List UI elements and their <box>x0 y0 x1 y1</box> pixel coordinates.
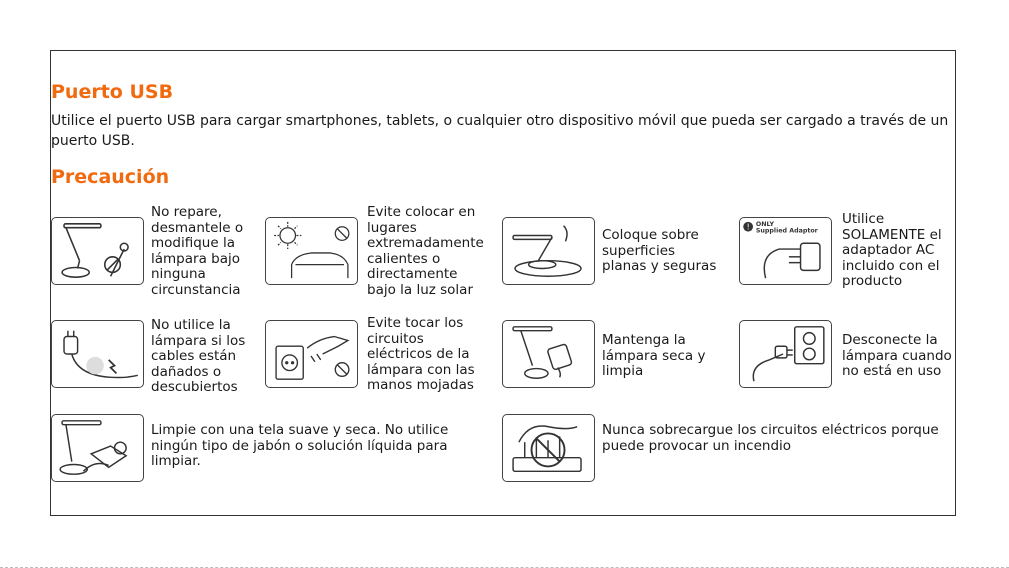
lamp-flat-surface-icon <box>502 217 595 285</box>
sun-car-icon <box>265 217 358 285</box>
svg-text:Supplied Adaptor: Supplied Adaptor <box>755 227 818 235</box>
caution-text-no-repair: No repare, desmantele o modifique la lámpara bajo ninguna circunstancia <box>151 204 244 298</box>
svg-text:ONLY: ONLY <box>755 220 775 228</box>
caution-text-flat-surface: Coloque sobre superficies planas y seguras <box>602 227 717 275</box>
damaged-cable-icon <box>51 320 144 388</box>
svg-text:!: ! <box>746 222 750 232</box>
caution-text-damaged-cables: No utilice la lámpara si los cables están dañados o descubiertos <box>151 317 246 396</box>
caution-text-cleaning: Limpie con una tela suave y seca. No utilice ningún tipo de jabón o solución líquida para limpiar. <box>151 422 449 470</box>
caution-text-overload: Nunca sobrecargue los circuitos eléctricos porque puede provocar un incendio <box>602 422 939 454</box>
lamp-cleaning-icon <box>51 414 144 482</box>
lamp-water-icon <box>502 320 595 388</box>
unplug-icon <box>739 320 832 388</box>
usb-description: Utilice el puerto USB para cargar smartphones, tablets, o cualquier otro dispositivo móvil que pueda ser cargado a través de un puerto USB. <box>51 113 949 149</box>
caution-text-wet-hands: Evite tocar los circuitos eléctricos de la lámpara con las manos mojadas <box>367 315 475 394</box>
overloaded-socket-icon <box>502 414 595 482</box>
wet-hands-outlet-icon <box>265 320 358 388</box>
lamp-repair-icon <box>51 217 144 285</box>
caution-text-unplug: Desconecte la lámpara cuando no está en uso <box>842 332 952 380</box>
supplied-adaptor-icon <box>739 217 832 285</box>
usb-heading: Puerto USB <box>51 81 174 103</box>
caution-text-supplied-adaptor: Utilice SOLAMENTE el adaptador AC incluido con el producto <box>842 211 942 290</box>
caution-text-keep-dry: Mantenga la lámpara seca y limpia <box>602 332 706 380</box>
caution-text-avoid-heat: Evite colocar en lugares extremadamente calientes o directamente bajo la luz solar <box>367 204 484 298</box>
precaution-heading: Precaución <box>51 166 170 188</box>
